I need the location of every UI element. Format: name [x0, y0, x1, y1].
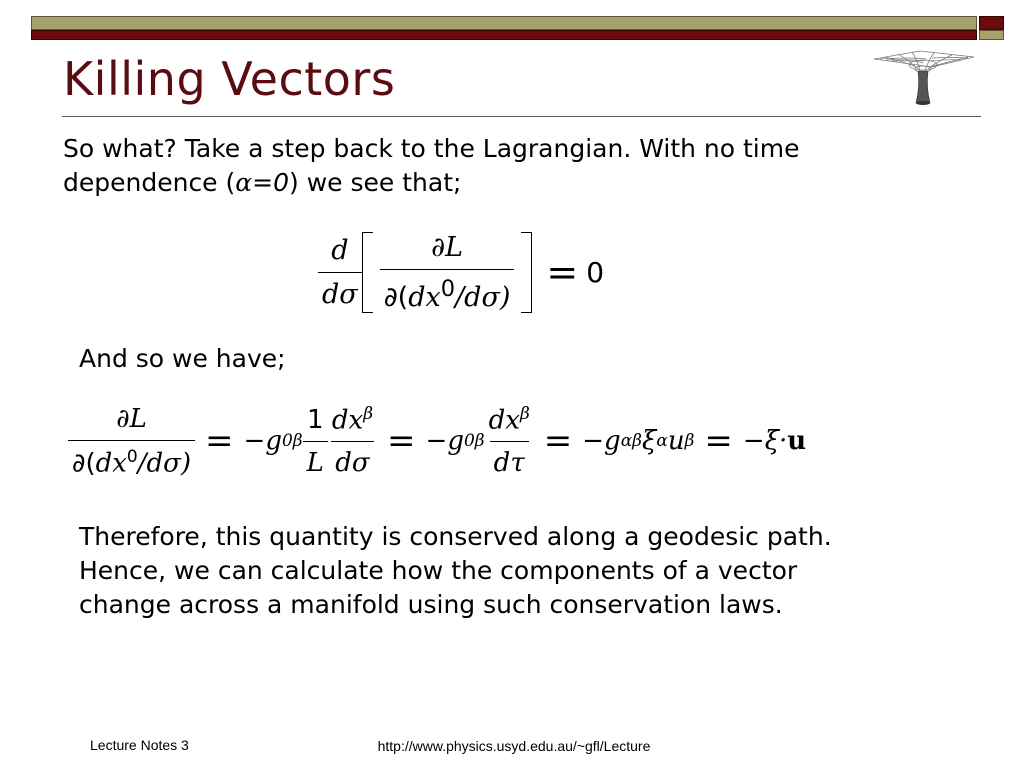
eq2-equals-1: = — [205, 421, 234, 461]
eq2-term2-sub: 0β — [463, 431, 485, 451]
eq2-term3-xi-sup: α — [656, 431, 668, 451]
eq2-term1-sub: 0β — [281, 431, 303, 451]
eq2-den-rest: /dσ) — [137, 448, 192, 479]
eq2-den-partial: ∂( — [72, 448, 96, 479]
alpha-equals-zero: =0 — [252, 168, 290, 197]
intro-line-2-pre: dependence ( — [63, 168, 236, 197]
eq2-equals-4: = — [704, 421, 733, 461]
eq2-term3-sub: αβ — [620, 431, 643, 451]
eq1-equals: = — [546, 250, 579, 294]
header-bar-olive — [31, 16, 977, 30]
eq2-equals-2: = — [387, 421, 416, 461]
eq1-den-partial: ∂( — [383, 281, 409, 313]
header-bar-maroon — [31, 30, 977, 40]
equation-1 — [318, 220, 604, 324]
eq2-lhs-denominator — [68, 440, 195, 479]
eq2-term1-dsigma: dσ — [331, 441, 373, 478]
intro-line-1: So what? Take a step back to the Lagrangian. With no time — [63, 134, 800, 163]
eq2-term1-dx-sup: β — [363, 403, 374, 424]
eq1-outer-denominator: dσ — [318, 272, 362, 310]
eq1-inner-numerator: ∂L — [431, 231, 464, 263]
eq1-den-rest: /dσ) — [455, 281, 511, 313]
eq2-term1-L: L — [303, 441, 328, 478]
eq2-term2-g: −g — [425, 426, 464, 456]
eq2-term1-dx-base: dx — [331, 405, 364, 436]
title-divider — [62, 116, 981, 117]
eq2-term1-derivative — [328, 404, 377, 479]
wormhole-funnel-logo-icon — [872, 47, 976, 107]
eq2-term3-u: u — [667, 426, 685, 456]
eq2-term3-u-sup: β — [684, 431, 695, 451]
alpha-symbol: α — [235, 168, 253, 197]
footer-lecture-notes: Lecture Notes 3 — [90, 737, 189, 753]
conclusion-line-1: Therefore, this quantity is conserved along a geodesic path. — [79, 522, 832, 551]
and-so-text: And so we have; — [79, 344, 286, 373]
header-square-maroon — [979, 16, 1004, 30]
conclusion-paragraph — [79, 520, 979, 622]
eq2-term1-g: −g — [243, 426, 282, 456]
eq1-outer-fraction — [318, 235, 362, 310]
eq2-term2-dtau: dτ — [490, 441, 529, 478]
equation-2 — [68, 398, 806, 484]
eq2-term3-g: −g — [582, 426, 621, 456]
eq1-inner-denominator — [380, 269, 515, 313]
eq2-lhs-fraction — [68, 404, 195, 479]
eq1-den-dx: dx — [408, 281, 441, 313]
eq2-term2-derivative — [485, 404, 534, 479]
intro-line-2-post: ) we see that; — [289, 168, 462, 197]
eq2-term2-dx — [485, 404, 534, 442]
eq1-inner-fraction — [380, 232, 515, 313]
eq1-rhs: 0 — [586, 255, 605, 289]
conclusion-line-2: Hence, we can calculate how the components of a vector — [79, 556, 798, 585]
eq2-term4-xi: −ξ· — [742, 426, 788, 456]
intro-paragraph — [63, 132, 963, 200]
eq2-term1-one-over-L — [303, 405, 328, 478]
eq1-outer-numerator: d — [331, 234, 349, 266]
eq2-lhs-numerator: ∂L — [116, 403, 147, 434]
eq2-term3-xi: ξ — [642, 426, 657, 456]
eq2-term4-u: u — [787, 426, 807, 456]
header-square-olive — [979, 30, 1004, 40]
eq2-den-dx: dx — [95, 448, 127, 479]
eq2-term2-dx-base: dx — [488, 405, 520, 436]
eq1-bracket — [362, 232, 533, 313]
eq2-equals-3: = — [543, 421, 573, 461]
slide-title: Killing Vectors — [63, 52, 396, 106]
eq2-term2-dx-sup: β — [519, 403, 530, 424]
eq1-den-sup: 0 — [440, 275, 456, 302]
eq2-den-sup: 0 — [126, 446, 138, 467]
eq2-term1-one: 1 — [306, 404, 324, 435]
conclusion-line-3: change across a manifold using such conservation laws. — [79, 590, 783, 619]
eq2-term1-dx — [328, 404, 377, 442]
footer-url: http://www.physics.usyd.edu.au/~gfl/Lecture — [377, 738, 651, 754]
